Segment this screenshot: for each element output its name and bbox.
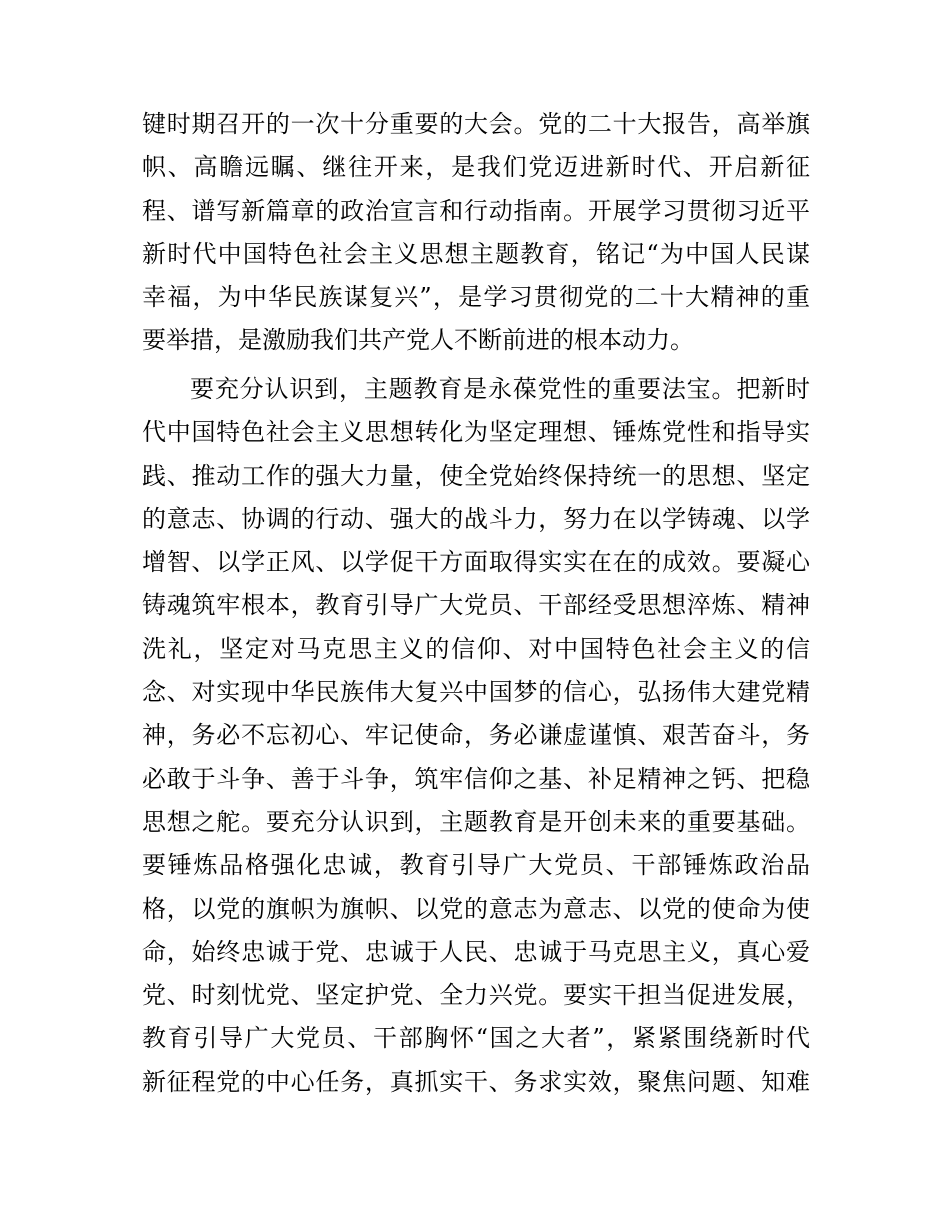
paragraph-2 — [142, 368, 810, 1104]
paragraph-line: 幸福，为中华民族谋复兴”，是学习贯彻党的二十大精神的重 — [142, 283, 810, 312]
paragraph-line: 新时代中国特色社会主义思想主题教育，铭记“为中国人民谋 — [142, 239, 810, 268]
paragraph-line: 代中国特色社会主义思想转化为坚定理想、锤炼党性和指导实 — [142, 418, 810, 447]
paragraph-line: 要举措，是激励我们共产党人不断前进的根本动力。 — [142, 326, 694, 355]
paragraph-line: 党、时刻忧党、坚定护党、全力兴党。要实干担当促进发展， — [142, 981, 810, 1010]
paragraph-line: 程、谱写新篇章的政治宣言和行动指南。开展学习贯彻习近平 — [142, 196, 810, 225]
paragraph-1 — [142, 103, 810, 363]
paragraph-line: 洗礼，坚定对马克思主义的信仰、对中国特色社会主义的信 — [142, 634, 810, 663]
paragraph-line: 思想之舵。要充分认识到，主题教育是开创未来的重要基础。 — [142, 807, 810, 836]
paragraph-line: 的意志、协调的行动、强大的战斗力，努力在以学铸魂、以学 — [142, 504, 810, 533]
paragraph-line: 键时期召开的一次十分重要的大会。党的二十大报告，高举旗 — [142, 110, 810, 138]
paragraph-line: 要充分认识到，主题教育是永葆党性的重要法宝。把新时 — [190, 375, 810, 403]
paragraph-line: 增智、以学正风、以学促干方面取得实实在在的成效。要凝心 — [142, 548, 810, 577]
paragraph-line: 必敢于斗争、善于斗争，筑牢信仰之基、补足精神之钙、把稳 — [142, 764, 810, 793]
paragraph-line: 践、推动工作的强大力量，使全党始终保持统一的思想、坚定 — [142, 461, 810, 490]
paragraph-line: 帜、高瞻远瞩、继往开来，是我们党迈进新时代、开启新征 — [142, 153, 810, 182]
paragraph-line: 教育引导广大党员、干部胸怀“国之大者”，紧紧围绕新时代 — [142, 1024, 810, 1053]
paragraph-line: 命，始终忠诚于党、忠诚于人民、忠诚于马克思主义，真心爱 — [142, 937, 810, 966]
paragraph-line: 新征程党的中心任务，真抓实干、务求实效，聚焦问题、知难 — [142, 1067, 810, 1096]
paragraph-line: 念、对实现中华民族伟大复兴中国梦的信心，弘扬伟大建党精 — [142, 678, 810, 707]
paragraph-line: 神，务必不忘初心、牢记使命，务必谦虚谨慎、艰苦奋斗，务 — [142, 721, 810, 750]
paragraph-line: 铸魂筑牢根本，教育引导广大党员、干部经受思想淬炼、精神 — [142, 591, 810, 620]
paragraph-line: 格，以党的旗帜为旗帜、以党的意志为意志、以党的使命为使 — [142, 894, 810, 923]
paragraph-line: 要锤炼品格强化忠诚，教育引导广大党员、干部锤炼政治品 — [142, 851, 810, 880]
